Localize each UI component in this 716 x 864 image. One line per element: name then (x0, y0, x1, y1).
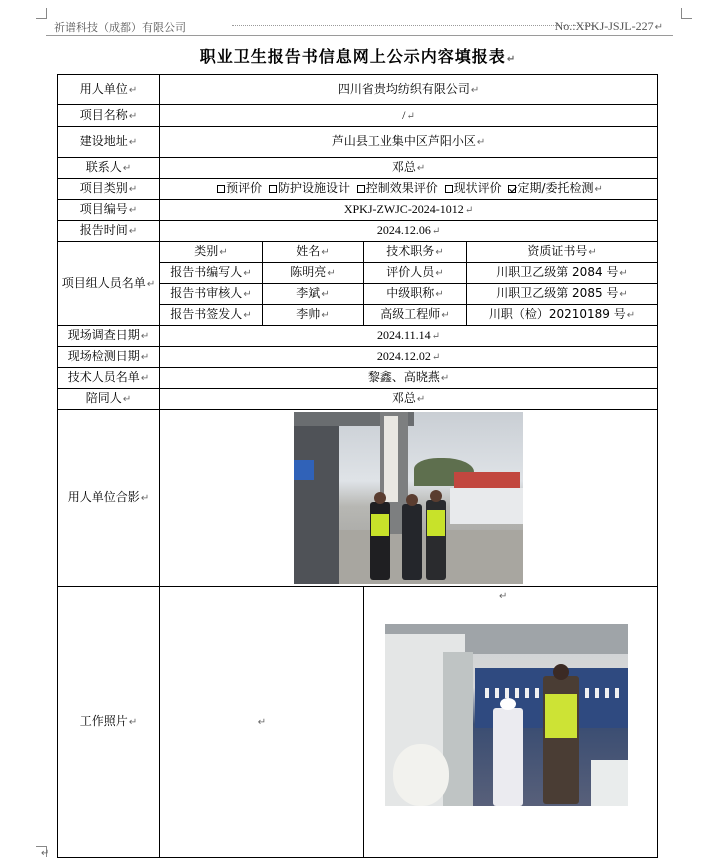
cell-text: 高级工程师 (380, 307, 441, 321)
paragraph-mark-icon: ↵ (128, 137, 138, 148)
row-testing-date (58, 347, 658, 368)
header-text: 资质证书号 (527, 244, 588, 258)
value-survey-date (160, 326, 658, 347)
photo-blue-sign (294, 460, 314, 480)
cell-text: 李斌 (296, 286, 321, 300)
paragraph-mark-icon: ↵ (243, 268, 252, 279)
value-text: 黎鑫、高晓燕 (367, 370, 440, 384)
paragraph-mark-icon: ↵ (619, 289, 628, 300)
page-title-text: 职业卫生报告书信息网上公示内容填报表 (199, 47, 506, 66)
paragraph-mark-icon: ↵ (588, 247, 597, 258)
value-text: XPKJ-ZWJC-2024-1012 (343, 202, 464, 216)
paragraph-mark-icon: ↵ (128, 84, 138, 96)
team-cell (160, 284, 263, 305)
label-text: 现场调查日期 (67, 328, 140, 342)
label-report-date (58, 221, 160, 242)
info-table (57, 74, 658, 858)
row-project-name (58, 105, 658, 127)
label-project-no (58, 200, 160, 221)
row-project-type (58, 179, 658, 200)
value-text: 2024.12.02 (376, 349, 431, 363)
paragraph-mark-icon: ↵ (416, 394, 426, 405)
paragraph-mark-icon: ↵ (406, 110, 415, 122)
paragraph-mark-icon: ↵ (594, 184, 603, 195)
paragraph-mark-icon: ↵ (140, 493, 150, 504)
paragraph-mark-icon: ↵ (416, 163, 426, 174)
value-project-name (160, 105, 658, 127)
row-project-no (58, 200, 658, 221)
paragraph-mark-icon: ↵ (506, 54, 517, 65)
paragraph-mark-icon: ↵ (128, 205, 138, 216)
checkbox-icon[interactable] (445, 185, 453, 193)
label-text: 用人单位 (79, 81, 128, 96)
team-header-cell (364, 242, 467, 263)
label-text: 陪同人 (85, 391, 122, 405)
header-company: 祈谱科技（成都）有限公司 (54, 21, 186, 34)
paragraph-mark-icon: ↵ (41, 848, 50, 859)
row-work-photo (58, 587, 658, 858)
team-cell (263, 284, 364, 305)
paragraph-mark-icon: ↵ (327, 268, 336, 279)
header-text: 技术职务 (386, 244, 435, 258)
photo-head (406, 494, 418, 506)
photo-red-roof (454, 472, 520, 488)
label-text: 项目名称 (79, 107, 128, 122)
team-cell (467, 284, 658, 305)
value-group-photo (160, 410, 658, 587)
photo-company-sign (384, 416, 398, 502)
paragraph-mark-icon: ↵ (435, 268, 444, 279)
row-technicians (58, 368, 658, 389)
value-text: 2024.12.06 (376, 223, 431, 237)
paragraph-mark-icon: ↵ (122, 394, 132, 405)
label-project-name (58, 105, 160, 127)
label-text: 工作照片 (79, 714, 128, 728)
team-cell (364, 284, 467, 305)
label-project-type (58, 179, 160, 200)
photo-cap (500, 698, 516, 710)
paragraph-mark-icon: ↵ (431, 331, 440, 342)
cell-text: 川职（检）20210189 号 (488, 307, 626, 321)
row-employer (58, 75, 658, 105)
cell-text: 报告书审核人 (170, 286, 243, 300)
header-text: 类别 (194, 244, 219, 258)
label-text: 用人单位合影 (67, 490, 140, 504)
value-text: 邓总 (391, 391, 416, 405)
paragraph-mark-icon: ↵ (476, 137, 486, 148)
photo-crate (591, 760, 628, 806)
team-cell (467, 305, 658, 326)
paragraph-mark-icon: ↵ (435, 247, 444, 258)
row-team-header (58, 242, 658, 263)
value-text: / (402, 107, 406, 122)
cell-text: 川职卫乙级第 2085 号 (496, 286, 619, 300)
label-work-photo (58, 587, 160, 858)
label-address (58, 127, 160, 158)
value-project-type (160, 179, 658, 200)
paragraph-mark-icon: ↵ (321, 310, 330, 321)
header-doc-number-text: No.:XPKJ-JSJL-227 (554, 19, 654, 33)
work-photo-wrapper (364, 587, 657, 857)
cell-text: 李帅 (296, 307, 321, 321)
checkbox-icon[interactable] (269, 185, 277, 193)
checked-checkbox-icon[interactable] (508, 185, 516, 193)
photo-head (430, 490, 442, 502)
label-text: 建设地址 (79, 134, 128, 148)
project-type-option: 防护设施设计 (277, 181, 350, 195)
label-text: 技术人员名单 (67, 370, 140, 384)
photo-person (543, 676, 579, 804)
team-header-cell (263, 242, 364, 263)
row-companion (58, 389, 658, 410)
project-type-option: 控制效果评价 (365, 181, 438, 195)
row-contact (58, 158, 658, 179)
header-dotted-leader (232, 25, 596, 26)
paragraph-mark-icon: ↵ (499, 591, 508, 602)
team-cell (263, 263, 364, 284)
team-header-cell (160, 242, 263, 263)
cell-text: 川职卫乙级第 2084 号 (496, 265, 619, 279)
checkbox-icon[interactable] (217, 185, 225, 193)
paragraph-mark-icon: ↵ (321, 247, 330, 258)
paragraph-mark-icon: ↵ (470, 84, 480, 96)
paragraph-mark-icon: ↵ (654, 22, 663, 33)
photo-person (402, 504, 422, 580)
cell-text: 中级职称 (386, 286, 435, 300)
label-survey-date (58, 326, 160, 347)
team-cell (263, 305, 364, 326)
group-photo-image (294, 412, 523, 584)
value-address (160, 127, 658, 158)
label-contact (58, 158, 160, 179)
project-type-option: 现状评价 (453, 181, 502, 195)
paragraph-mark-icon: ↵ (128, 717, 138, 728)
photo-head (553, 664, 569, 680)
paragraph-mark-icon: ↵ (146, 278, 156, 290)
paragraph-mark-icon: ↵ (435, 289, 444, 300)
cell-text: 报告书编写人 (170, 265, 243, 279)
value-text: 2024.11.14 (377, 328, 431, 342)
paragraph-mark-icon: ↵ (464, 205, 474, 216)
page-header (46, 17, 673, 36)
work-photo-empty-cell (160, 587, 364, 858)
label-testing-date (58, 347, 160, 368)
team-cell (160, 305, 263, 326)
paragraph-mark-icon: ↵ (219, 247, 228, 258)
label-text: 项目编号 (79, 202, 128, 216)
crop-mark-top-right (681, 8, 692, 19)
paragraph-mark-icon: ↵ (626, 310, 636, 321)
photo-person (493, 708, 523, 806)
photo-person (370, 502, 390, 580)
photo-vest (371, 514, 389, 536)
value-technicians (160, 368, 658, 389)
team-cell (364, 305, 467, 326)
project-type-option: 定期/委托检测 (517, 181, 594, 195)
value-text: 芦山县工业集中区芦阳小区 (331, 134, 476, 148)
paragraph-mark-icon: ↵ (431, 352, 441, 363)
team-cell (364, 263, 467, 284)
row-survey-date (58, 326, 658, 347)
work-photo-cell (364, 587, 658, 858)
cell-text: 陈明亮 (290, 265, 327, 279)
value-employer (160, 75, 658, 105)
paragraph-mark-icon: ↵ (128, 110, 138, 122)
label-team (58, 242, 160, 326)
value-contact (160, 158, 658, 179)
photo-vest (427, 510, 445, 536)
paragraph-mark-icon: ↵ (243, 310, 252, 321)
team-header-cell (467, 242, 658, 263)
paragraph-mark-icon: ↵ (140, 373, 150, 384)
paragraph-mark-icon: ↵ (440, 373, 450, 384)
value-report-date (160, 221, 658, 242)
photo-vest (545, 694, 577, 738)
row-group-photo (58, 410, 658, 587)
paragraph-mark-icon: ↵ (243, 289, 252, 300)
row-report-date (58, 221, 658, 242)
photo-head (374, 492, 386, 504)
value-project-no (160, 200, 658, 221)
cell-text: 报告书签发人 (170, 307, 243, 321)
label-employer (58, 75, 160, 105)
value-text: 邓总 (391, 160, 416, 174)
paragraph-mark-icon: ↵ (431, 226, 441, 237)
label-companion (58, 389, 160, 410)
cell-text: 评价人员 (386, 265, 435, 279)
paragraph-mark-icon: ↵ (128, 226, 138, 237)
photo-building (450, 488, 523, 524)
paragraph-mark-icon: ↵ (321, 289, 330, 300)
row-address (58, 127, 658, 158)
paragraph-mark-icon: ↵ (140, 331, 150, 342)
team-cell (160, 263, 263, 284)
team-cell (467, 263, 658, 284)
paragraph-mark-icon: ↵ (140, 352, 150, 363)
paragraph-mark-icon: ↵ (128, 184, 138, 195)
photo-person (426, 500, 446, 580)
project-type-option: 预评价 (226, 181, 263, 195)
label-technicians (58, 368, 160, 389)
header-doc-number (555, 19, 663, 34)
photo-yarn-roll (393, 744, 449, 806)
header-text: 姓名 (296, 244, 321, 258)
work-photo-image (385, 624, 628, 806)
checkbox-icon[interactable] (357, 185, 365, 193)
page-title (0, 44, 716, 67)
paragraph-mark-icon: ↵ (257, 717, 267, 728)
label-group-photo (58, 410, 160, 587)
photo-gatehouse (294, 412, 339, 584)
value-testing-date (160, 347, 658, 368)
label-text: 项目类别 (79, 181, 128, 195)
paragraph-mark-icon: ↵ (122, 163, 132, 174)
label-text: 报告时间 (79, 223, 128, 237)
label-text: 联系人 (85, 160, 122, 174)
label-text: 项目组人员名单 (61, 275, 146, 290)
paragraph-mark-icon: ↵ (619, 268, 628, 279)
paragraph-mark-icon: ↵ (441, 310, 450, 321)
value-text: 四川省贵均纺织有限公司 (337, 81, 470, 96)
label-text: 现场检测日期 (67, 349, 140, 363)
value-companion (160, 389, 658, 410)
